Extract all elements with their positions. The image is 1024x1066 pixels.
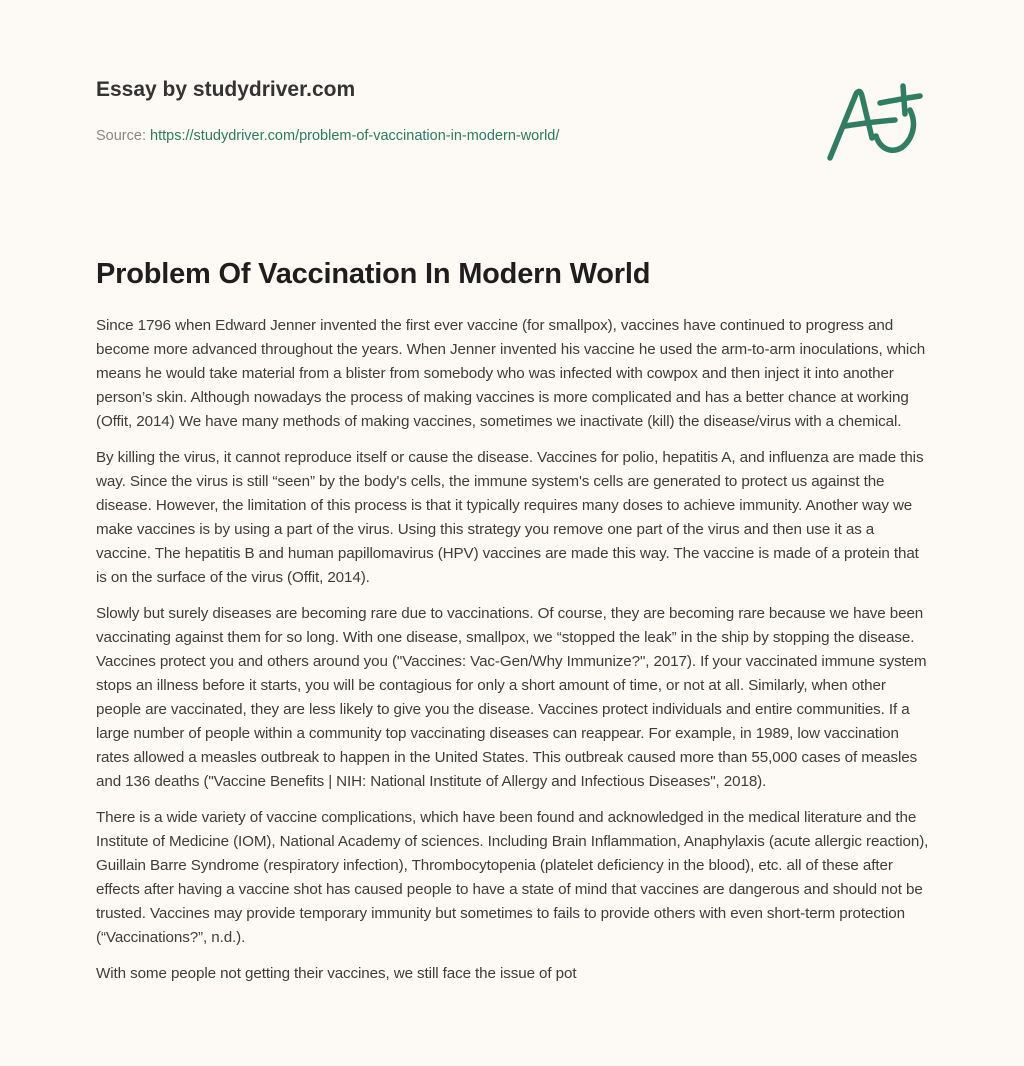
source-link[interactable]: https://studydriver.com/problem-of-vaccination-in-modern-world/	[150, 128, 560, 144]
paragraph-2: By killing the virus, it cannot reproduce itself or cause the disease. Vaccines for polio, hepatitis A, and influenza are made this way. Since the virus is still “seen” by the body's cells, the immune system's cells are generated to protect us against the disease. However, the limitation of this process is that it typically requires many doses to achieve immunity. Another way we make vaccines is by using a part of the virus. Using this strategy you remove one part of the virus and then use it as a vaccine. The hepatitis B and human papillomavirus (HPV) vaccines are made this way. The vaccine is made of a protein that is on the surface of the virus (Offit, 2014).	[96, 449, 924, 586]
source-line	[96, 126, 796, 146]
paragraph-4: There is a wide variety of vaccine complications, which have been found and acknowledged in the medical literature and the Institute of Medicine (IOM), National Academy of sciences. Including Brain Inflammation, Anaphylaxis (acute allergic reaction), Guillain Barre Syndrome (respiratory infection), Thrombocytopenia (platelet deficiency in the blood), etc. all of these after effects after having a vaccine shot has caused people to have a state of mind that vaccines are dangerous and should not be trusted. Vaccines may provide temporary immunity but sometimes to fails to provide others with even short-term protection (“Vaccinations?”, n.d.).	[96, 809, 929, 946]
essay-body	[96, 314, 932, 998]
essay-title: Problem Of Vaccination In Modern World	[96, 258, 651, 290]
paragraph-5: With some people not getting their vaccines, we still face the issue of pot	[96, 965, 577, 982]
brand-title: Essay by studydriver.com	[96, 78, 356, 101]
paragraph-1: Since 1796 when Edward Jenner invented the first ever vaccine (for smallpox), vaccines have continued to progress and become more advanced throughout the years. When Jenner invented his vaccine he used the arm-to-arm inoculations, which means he would take material from a blister from somebody who was infected with cowpox and then inject it into another person’s skin. Although nowadays the process of making vaccines is more complicated and has a better chance at working (Offit, 2014) We have many methods of making vaccines, sometimes we inactivate (kill) the disease/virus with a chemical.	[96, 317, 926, 430]
essay-header	[96, 76, 796, 146]
source-label: Source:	[96, 128, 146, 144]
a-plus-grade-icon	[820, 66, 930, 166]
paragraph-3: Slowly but surely diseases are becoming rare due to vaccinations. Of course, they are becoming rare because we have been vaccinating against them for so long. With one disease, smallpox, we “stopped the leak” in the ship by stopping the disease. Vaccines protect you and others around you ("Vaccines: Vac-Gen/Why Immunize?", 2017). If your vaccinated immune system stops an illness before it starts, you will be contagious for only a short amount of time, or not at all. Similarly, when other people are vaccinated, they are less likely to give you the disease. Vaccines protect individuals and entire communities. If a large number of people within a community top vaccinating diseases can reappear. For example, in 1989, low vaccination rates allowed a measles outbreak to happen in the United States. This outbreak caused more than 55,000 cases of measles and 136 deaths ("Vaccine Benefits | NIH: National Institute of Allergy and Infectious Diseases", 2018).	[96, 605, 927, 790]
